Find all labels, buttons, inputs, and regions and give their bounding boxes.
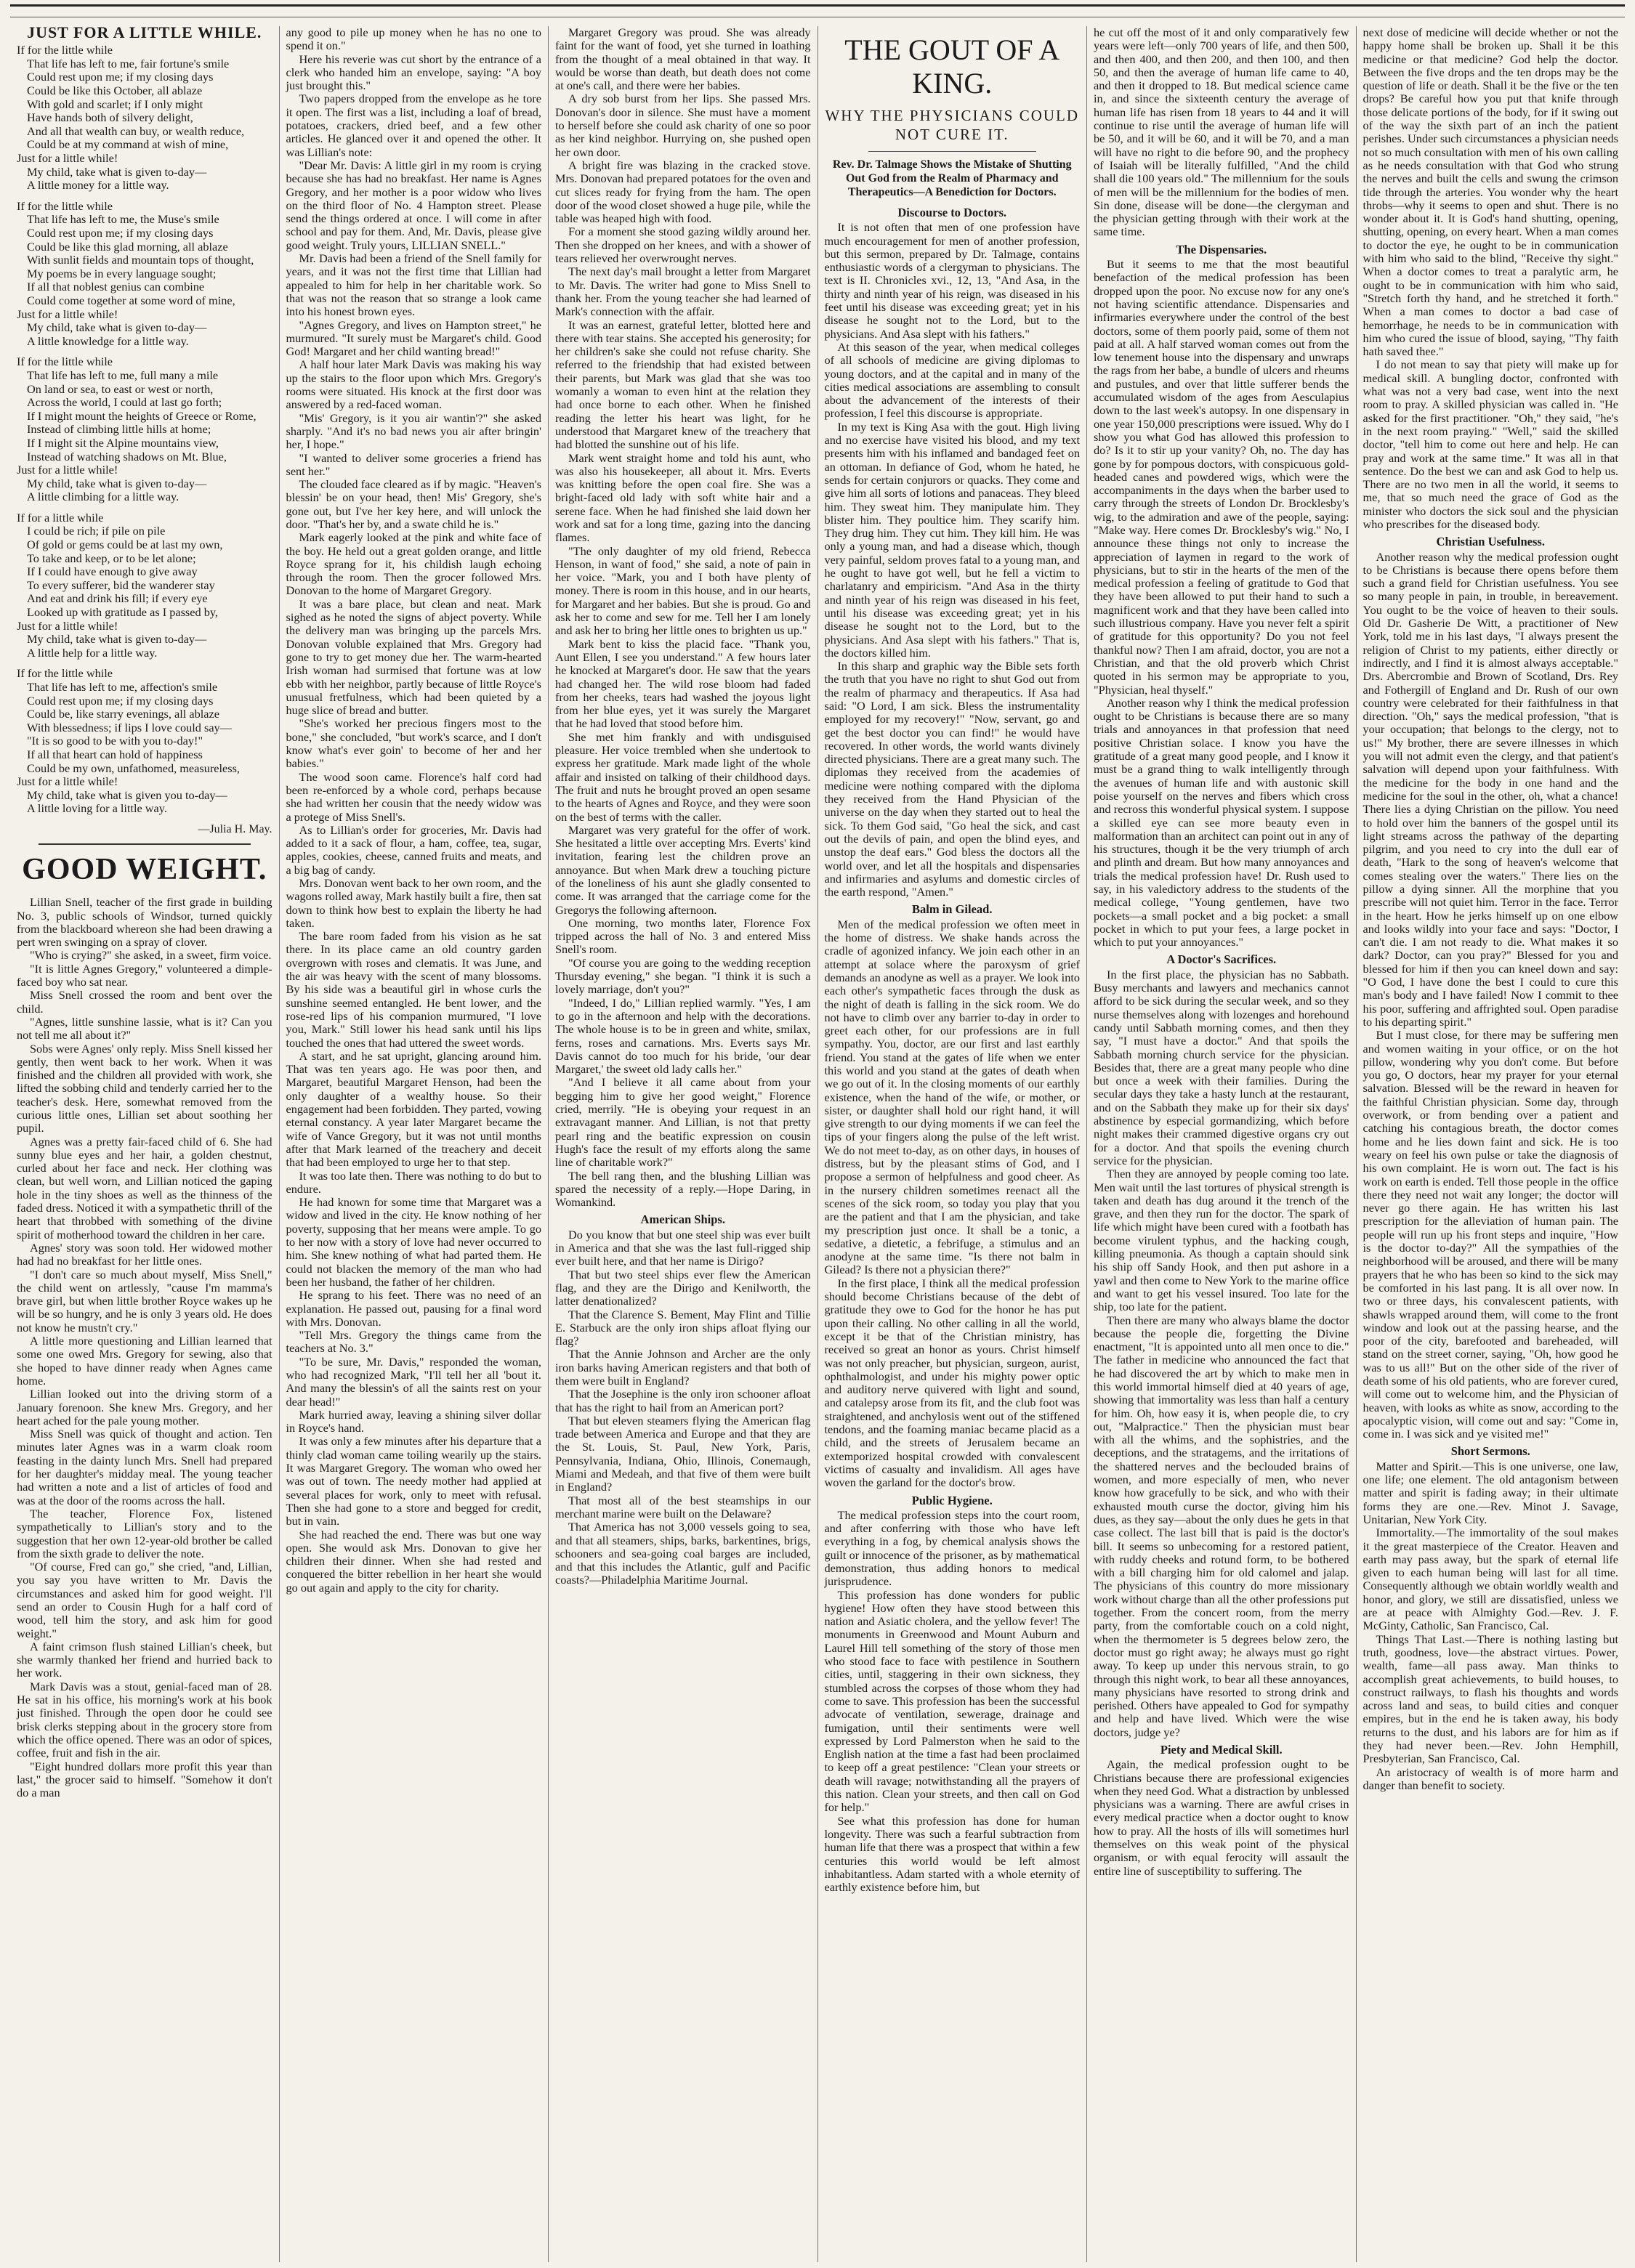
paragraph: Immortality.—The immortality of the soul makes it the great masterpiece of the Creator. Heaven and earth may pass away, but the spark of eternal life given to each human being will last for all time. Consequently although we obtain worldly wealth and honor, and glory, we still are dissatisfied, unless we are at peace with Almighty God.—Rev. J. F. McGinty, Catholic, San Francisco, Cal. bbox=[1362, 1526, 1618, 1633]
column-1 bbox=[10, 26, 280, 2262]
poem-line: If all that heart can hold of happiness bbox=[27, 747, 203, 761]
paragraph: Then there are many who always blame the doctor because the people die, forgetting the Divine enactment, "It is appointed unto all men once to die." The father in medicine who announced the fact that he had discovered the art by which to make men in this world immortal himself died at 40 years of age, showing that immortality was less than half a century for him. Oh, how easy it is, when people die, to cry out, "Malpractice." Then the physician must bear with all the whims, and the sophistries, and the deceptions, and the stratagems, and the irritations of the shattered nerves and the beclouded brains of women, and more especially of men, who never know how gracefully to be sick, and who with their exhausted mouth curse the doctor, giving him his dues, as they say—about the only dues he gets in that case collect. The last bill that is paid is the doctor's bill. It seems so unbecoming for a restored patient, with ruddy cheeks and rotund form, to be bothered with a bill charging him for old calomel and jalap. The physicians of this country do more missionary work without charge than all the other professions put together. From the concert room, from the merry party, from the comfortable couch on a cold night, when the thermometer is 5 degrees below zero, the doctor must go right away; he always must go right away. To keep up under this nervous strain, to go through this night work, to bear all these annoyances, many physicians have resorted to strong drink and perished. Others have appealed to God for sympathy and help and have lived. Which were the wise doctors, judge ye? bbox=[1094, 1313, 1349, 1739]
section-body bbox=[825, 221, 1081, 899]
paragraph: That but eleven steamers flying the American flag trade between America and Europe and that they are the St. Louis, St. Paul, New York, Paris, Pennsylvania, Indiana, Ohio, Illinois, Conemaugh, Miami and Medeah, and that five of them were built in England? bbox=[555, 1413, 811, 1494]
poem-line: Could be like this October, all ablaze bbox=[27, 84, 203, 98]
poem-stanza bbox=[17, 200, 272, 349]
poem-line: Could rest upon me; if my closing days bbox=[27, 70, 214, 84]
paragraph: The bell rang then, and the blushing Lillian was spared the necessity of a reply.—Hope Daring, in Womankind. bbox=[555, 1168, 811, 1210]
poem bbox=[17, 44, 272, 816]
paragraph: "I don't care so much about myself, Miss Snell," the child went on artlessly, "cause I'm mamma's brave girl, but when little brother Royce wakes up he will be so hungry, and he is only 3 years old. He does not know he mustn't cry." bbox=[17, 1267, 272, 1335]
poem-line: Just for a little while! bbox=[17, 307, 118, 321]
poem-line: Could be, like starry evenings, all ablaze bbox=[27, 707, 219, 721]
section-heading: Short Sermons. bbox=[1450, 1444, 1530, 1459]
section-heading: Balm in Gilead. bbox=[912, 902, 993, 917]
poem-line: That life has left to me, full many a mile bbox=[27, 368, 219, 382]
poem-line: If for the little while bbox=[17, 43, 113, 57]
paragraph: Mark bent to kiss the placid face. "Thank you, Aunt Ellen, I see you understand." A few hours later he knocked at Margaret's door. He saw that the years had changed her. The wild rose bloom had faded from her cheeks, tears had washed the joyous light from her blue eyes, yet it was surely the Margaret that he had loved that stood before him. bbox=[555, 636, 811, 731]
section-heading: The Dispensaries. bbox=[1176, 242, 1267, 256]
american-ships-body bbox=[555, 1228, 811, 1587]
paragraph: "And I believe it all came about from your begging him to give her good weight," Florence cried, merrily. "He is obeying your request in an extravagant manner. And Lillian, is not that pretty pearl ring and the beatific expression on cousin Hugh's face the result of my efforts along the same line of charitable work?" bbox=[555, 1075, 811, 1170]
section-body bbox=[1094, 26, 1349, 239]
paragraph: The teacher, Florence Fox, listened sympathetically to Lillian's story and to the suggestion that her own 12-year-old brother be called from the sixth grade to deliver the note. bbox=[17, 1506, 272, 1560]
paragraph: A little more questioning and Lillian learned that some one owed Mrs. Gregory for sewing, also that she hoped to have dinner ready when Agnes came home. bbox=[17, 1334, 272, 1388]
poem-line: Just for a little while! bbox=[17, 618, 118, 633]
paragraph: That but two steel ships ever flew the American flag, and they are the Dirigo and Kenilworth, the latter denationalized? bbox=[555, 1267, 811, 1308]
paragraph: "Tell Mrs. Gregory the things came from the teachers at No. 3." bbox=[286, 1328, 541, 1356]
poem-stanza bbox=[17, 355, 272, 504]
poem-line: Could come together at some word of mine, bbox=[27, 293, 235, 307]
poem-line: Could be at my command at wish of mine, bbox=[27, 137, 229, 152]
paragraph: next dose of medicine will decide whether or not the happy home shall be broken up. Shall it be this medicine or that medicine? God help the doctor. Between the five drops and the ten drops may be the question of life or death. Shall it be the five or the ten drops? Be careful how you put that knife through those delicate portions of the body, for if it swing out of the way the sixth part of an inch the patient perishes. Under such circumstances a physician needs not so much consultation with men of his own calling as he needs consultation with that God who strung the nerves and built the cells and swung the crimson tide through the arteries. You wonder why the heart throbs—why it seems to open and shut. There is no wonder about it. It is God's hand shutting, opening, shutting, opening, on every heart. When a man comes to doctor the eye, he ought to be in communication with him who said to the blind, "Receive thy sight." When a doctor comes to treat a paralytic arm, he ought to be in communication with him who said, "Stretch forth thy hand, and he stretched it forth." When a man comes to doctor a bad case of hemorrhage, he needs to be in communication with him who cured the issue of blood, saying, "Thy faith hath saved thee." bbox=[1362, 26, 1618, 359]
poem-line: A little help for a little way. bbox=[27, 645, 158, 660]
poem-line: Instead of climbing little hills at home; bbox=[27, 422, 211, 437]
paragraph: That America has not 3,000 vessels going to sea, and that all steamers, ships, barks, barkentines, brigs, schooners and sea-going coal barges are included, and that this includes the Atlantic, gulf and Pacific coasts?—Philadelphia Maritime Journal. bbox=[555, 1520, 811, 1587]
poem-line: Could be like this glad morning, all ablaze bbox=[27, 239, 228, 254]
poem-line: Looked up with gratitude as I passed by, bbox=[27, 605, 219, 620]
paragraph: "It is little Agnes Gregory," volunteered a dimple-faced boy who sat near. bbox=[17, 961, 272, 989]
poem-line: With gold and scarlet; if I only might bbox=[27, 97, 203, 111]
paragraph: "Agnes Gregory, and lives on Hampton street," he murmured. "It surely must be Margaret's child. Good God! Margaret and her child wanting bread!" bbox=[286, 317, 541, 359]
section-heading: Piety and Medical Skill. bbox=[1160, 1743, 1283, 1757]
paragraph: Do you know that but one steel ship was ever built in America and that she was the last full-rigged ship ever built here, and that her name is Dirigo? bbox=[555, 1227, 811, 1268]
paragraph: Agnes' story was soon told. Her widowed mother had had no breakfast for her little ones. bbox=[17, 1240, 272, 1268]
poem-line: To take and keep, or to be let alone; bbox=[27, 551, 196, 565]
paragraph: At this season of the year, when medical colleges of all schools of medicine are giving diplomas to young doctors, and at the capital and in many of the cities medical associations are assembling to consult about the advancement of the interests of their profession, I feel this discourse is appropriate. bbox=[824, 339, 1080, 421]
american-ships-title: American Ships. bbox=[640, 1212, 725, 1227]
poem-line: If I could have enough to give away bbox=[27, 564, 198, 579]
paragraph: A half hour later Mark Davis was making his way up the stairs to the floor upon which Mrs. Gregory's rooms were situated. His knock at the first door was answered by a red-faced woman. bbox=[286, 357, 541, 412]
paragraph: That the Josephine is the only iron schooner afloat that has the right to hail from an American port? bbox=[555, 1387, 811, 1414]
section-body bbox=[1094, 1758, 1349, 1878]
poem-line: If for the little while bbox=[17, 666, 113, 681]
poem-line: Have hands both of silvery delight, bbox=[27, 110, 193, 125]
paragraph: Lillian looked out into the driving storm of a January forenoon. She knew Mrs. Gregory, and her heart ached for the pale young mother. bbox=[17, 1387, 272, 1427]
paragraph: Mark Davis was a stout, genial-faced man of 28. He sat in his office, his morning's work at his book just finished. Through the open door he could see brisk clerks stepping about in the grocery store from which the office opened. There was an odor of spices, coffee, fruit and fish in the air. bbox=[17, 1679, 272, 1760]
paragraph: For a moment she stood gazing wildly around her. Then she dropped on her knees, and with a shower of tears relieved her overwrought nerves. bbox=[555, 224, 811, 266]
poem-line: If for a little while bbox=[17, 510, 104, 525]
paragraph: Margaret Gregory was proud. She was already faint for the want of food, yet she turned in loathing from the thought of a meal obtained in that way. It would be worse than death, but death does not come at one's call, and there were her babies. bbox=[555, 26, 811, 93]
paragraph: A bright fire was blazing in the cracked stove. Mrs. Donovan had prepared potatoes for the oven and cut slices ready for frying from the ham. The open door of the wood closet showed a huge pile, while the table was heaped high with food. bbox=[555, 158, 811, 226]
paragraph: Miss Snell crossed the room and bent over the child. bbox=[17, 988, 272, 1016]
poem-stanza bbox=[17, 44, 272, 193]
paragraph: he cut off the most of it and only comparatively few years were left—only 700 years of life, and then 500, and then 400, and then 200, and then 100, and then 50, and then the average of human life came to 40, and then it dropped to 18. But medical science came in, and since the sixteenth century the average of human life has risen from 18 years to 44 and it will continue to rise until the average of human life will be 50, and it will be 60, and it will be 70, and a man will have no right to die before 90, and the prophecy of Isaiah will be literally fulfilled, "And the child shall die 100 years old." The millennium for the souls of men will be the millennium for the bodies of men. Sin done, disease will be done—the clergyman and the physician getting through with their work at the same time. bbox=[1094, 26, 1349, 239]
paragraph: It was too late then. There was nothing to do but to endure. bbox=[286, 1168, 541, 1196]
story-ending bbox=[555, 26, 811, 1209]
poem-line: If for the little while bbox=[17, 355, 113, 369]
section-body bbox=[825, 918, 1081, 1490]
poem-line: A little loving for a little way. bbox=[27, 801, 167, 816]
poem-line: A little money for a little way. bbox=[27, 178, 169, 193]
poem-line: My child, take what is given to-day— bbox=[27, 476, 207, 490]
paragraph: A start, and he sat upright, glancing around him. That was ten years ago. He was poor then, and Margaret, beautiful Margaret Henson, had been the only daughter of a wealthy house. So their engagement had been forbidden. They parted, vowing eternal constancy. A year later Margaret became the wife of Vance Gregory, but it was not until months after that Mark learned of the treachery and deceit that had been employed to urge her to that step. bbox=[286, 1048, 541, 1170]
paragraph: The bare room faded from his vision as he sat there. In its place came an old country garden overgrown with roses and clematis. It was June, and the air was heavy with the scent of many blossoms. By his side was a beautiful girl in whose curls the sunshine seemed entangled. He bent lower, and the rose-red lips of his companion murmured, "I love you, Mark." Still lower his head sank until his lips touched the ones that had uttered the sweet words. bbox=[286, 929, 541, 1050]
poem-stanza bbox=[17, 667, 272, 816]
story-body bbox=[17, 896, 272, 1799]
section-body bbox=[1363, 551, 1619, 1441]
paragraph: "Of course you are going to the wedding reception Thursday evening," she began. "I think it is such a lovely marriage, don't you?" bbox=[555, 955, 811, 997]
poem-line: And eat and drink his fill; if every eye bbox=[27, 591, 208, 606]
poem-line: A little knowledge for a little way. bbox=[27, 333, 189, 348]
paragraph: "To be sure, Mr. Davis," responded the woman, who had recognized Mark, "I'll tell her all 'bout it. And many the blessin's of all the saints rest on your dear head!" bbox=[286, 1354, 541, 1409]
paragraph: She met him frankly and with undisguised pleasure. Her voice trembled when she undertook to express her gratitude. Mark made light of the whole affair and insisted on talking of their childhood days. The fruit and nuts he brought proved an open sesame to the hearts of Agnes and Royce, and they were soon on the best of terms with the caller. bbox=[555, 729, 811, 824]
paragraph: "Indeed, I do," Lillian replied warmly. "Yes, I am to go in the afternoon and help with the decorations. The whole house is to be in green and white, smilax, ferns, roses and carnations. Mrs. Everts says Mr. Davis cannot do too much for his bride, 'our dear Margaret,' the sweet old lady calls her." bbox=[555, 995, 811, 1077]
paragraph: That most all of the best steamships in our merchant marine were built on the Delaware? bbox=[555, 1493, 811, 1520]
section-heading: Christian Usefulness. bbox=[1436, 535, 1545, 549]
paragraph: Again, the medical profession ought to be Christians because there are professional exigencies when they need God. What a distraction by unblessed physicians was a warning. There are awful crises in every medical practice when a doctor ought to know how to pray. All the hosts of ills will sometimes hurl themselves on this weak point of the physical organism, or with equal ferocity will assault the entire line of susceptibility to suffering. The bbox=[1094, 1757, 1349, 1878]
paragraph: Two papers dropped from the envelope as he tore it open. The first was a list, including a loaf of bread, potatoes, crackers, dried beef, and a few other articles. He glanced over it and opened the other. It was Lillian's note: bbox=[286, 92, 541, 159]
paragraph: The medical profession steps into the court room, and after conferring with those who have left everything in a fog, by chemical analysis shows the guilt or innocence of the prisoner, as by mathematical demonstration, thus adding honors to medical jurisprudence. bbox=[824, 1507, 1080, 1589]
paragraph: A dry sob burst from her lips. She passed Mrs. Donovan's door in silence. She must have a moment to herself before she could ask charity of one so poor as her kind neighbor. Hurrying on, she pushed open her own door. bbox=[555, 92, 811, 159]
paragraph: She had reached the end. There was but one way open. She would ask Mrs. Donovan to give her children their dinner. When she had rested and conquered the bitter rebellion in her heart she would go out again and apply to the city for charity. bbox=[286, 1527, 541, 1595]
paragraph: Then they are annoyed by people coming too late. Men wait until the last tortures of physical strength is taken and death has dug around it the trench of the grave, and then they run for the doctor. The spark of life which might have been cured with a footbath has become virulent typhus, and the hacking cough, killing pneumonia. As though a captain should sink his ship off Sandy Hook, and then put ashore in a yawl and then come to New York to the marine office and want to get his vessel insured. Too late for the ship, too late for the patient. bbox=[1094, 1167, 1349, 1314]
paragraph: Mark hurried away, leaving a shining silver dollar in Royce's hand. bbox=[286, 1407, 541, 1435]
paragraph: Miss Snell was quick of thought and action. Ten minutes later Agnes was in a warm cloak room feasting in the dainty lunch Mrs. Snell had prepared for her daughter's midday meal. The young teacher had written a note and a list of articles of food and was at the door of the rooms across the hall. bbox=[17, 1427, 272, 1507]
poem-line: And all that wealth can buy, or wealth reduce, bbox=[27, 123, 245, 138]
section-body bbox=[1363, 1460, 1619, 1792]
poem-line: That life has left to me, fair fortune's smile bbox=[27, 56, 230, 70]
paragraph: But I must close, for there may be suffering men and women waiting in your office, or on the hot pillow, wondering why you don't come. But before you go, O doctors, hear my prayer for your eternal salvation. Blessed will be the reward in heaven for the faithful Christian physician. Some day, through overwork, or from bending over a patient and catching his contagious breath, the doctor comes home and he lies down faint and sick. He is too weary on feel his own pulse or take the diagnosis of his own complaint. He is worn out. The fact is his work on earth is ended. Tell those people in the office there they need not wait any longer; the doctor will never go there again. He has written his last prescription for the alleviation of human pain. The people will run up his front steps and inquire, "How is the doctor to-day?" All the sympathies of the neighborhood will be aroused, and there will be many prayers that he who has been so kind to the sick may be comforted in his last pang. It is all over now. In two or three days, his convalescent patients, with shawls wrapped around them, will come to the front window and look out at the passing hearse, and the poor of the city, barefooted and bareheaded, will stand on the street corner, saying, "Oh, how good he was to us all!" But on the other side of the river of death some of his old patients, who are forever cured, will come out to welcome him, and the Physician of heaven, with looks as white as snow, according to the apocalyptic vision, will come out and say: "Come in, come in. I was sick and ye visited me!" bbox=[1362, 1028, 1618, 1441]
poem-line: If all that noblest genius can combine bbox=[27, 280, 205, 294]
paragraph: Things That Last.—There is nothing lasting but truth, goodness, love—the abstract virtues. Power, wealth, fame—all pass away. Man thinks to accomplish great achievements, to build houses, to construct railways, to flash his thoughts and words across land and seas, to build cities and conquer empires, but in the end he is taken away, his body returns to the dust, and his labors are for him as if they had never been.—Rev. John Hemphill, Presbyterian, San Francisco, Cal. bbox=[1362, 1632, 1618, 1766]
paragraph: As to Lillian's order for groceries, Mr. Davis had added to it a sack of flour, a ham, coffee, tea, sugar, apples, cookies, cheese, canned fruits and meats, and a big bag of candy. bbox=[286, 822, 541, 877]
poem-line: Instead of watching shadows on Mt. Blue, bbox=[27, 449, 227, 463]
paragraph: any good to pile up money when he has no one to spend it on." bbox=[286, 26, 541, 53]
paragraph: "I wanted to deliver some groceries a friend has sent her." bbox=[286, 450, 541, 478]
poem-author: —Julia H. May. bbox=[198, 822, 272, 835]
paragraph: That the Annie Johnson and Archer are the only iron barks having American registers and that both of them were built in England? bbox=[555, 1347, 811, 1388]
paragraph: In the first place, the physician has no Sabbath. Busy merchants and lawyers and mechanics cannot afford to be sick during the secular week, and so they nurse themselves along with lozenges and horehound candy until Sabbath morning comes, and then they say, "I must have a doctor." And that spoils the Sabbath morning church service for the physician. Besides that, there are a great many people who dine but once a week with their families. During the secular days they take a hasty lunch at the restaurant, and on the Sabbath they make up for their six days' abstinence by especial gormandizing, which before night makes their crammed digestive organs cry out for a doctor. And that spoils the evening church service for the physician. bbox=[1094, 967, 1349, 1167]
paragraph: Mark eagerly looked at the pink and white face of the boy. He held out a great golden orange, and little Royce sprang for it, his childish laugh echoing through the room. Then the grocer followed Mrs. Donovan to the home of Margaret Gregory. bbox=[286, 530, 541, 598]
paragraph: That the Clarence S. Bement, May Flint and Tillie E. Starbuck are the only iron ships afloat flying our flag? bbox=[555, 1307, 811, 1348]
poem-line: My child, take what is given to-day— bbox=[27, 632, 207, 647]
paragraph: It was an earnest, grateful letter, blotted here and there with tear stains. She accepted his generosity; for her children's sake she could not refuse charity. She referred to the friendship that had existed between their parents, but Mark was glad that she was too womanly a woman to even hint at the relation they had once borne to each other. When he finished reading the letter his heart was light, for he understood that Margaret knew of the treachery that had blotted the sunshine out of his life. bbox=[555, 317, 811, 452]
section-body bbox=[825, 1509, 1081, 1895]
paragraph: Margaret was very grateful for the offer of work. She hesitated a little over accepting Mrs. Everts' kind invitation, fearing lest the children prove an annoyance. But when Mark drew a touching picture of the loneliness of his aunt she gladly consented to come. It was arranged that the carriage come for the Gregorys the following afternoon. bbox=[555, 822, 811, 917]
paragraph: The clouded face cleared as if by magic. "Heaven's blessin' be on your head, then! Mis' Gregory, she's gone out, but I've her key here, and will unlock the door. "That's her by, and a swate child he is." bbox=[286, 477, 541, 531]
column-6 bbox=[1357, 26, 1626, 2262]
sermon-subtitle: WHY THE PHYSICIANS COULD NOT CURE IT. bbox=[825, 107, 1080, 143]
paragraph: "She's worked her precious fingers most to the bone," she concluded, "but work's scarce, and I don't know what's ever goin' to become of her and her babies." bbox=[286, 716, 541, 771]
paragraph: Lillian Snell, teacher of the first grade in building No. 3, public schools of Windsor, turned quickly from the blackboard whereon she had been drawing a pert wren swinging on a spray of clover. bbox=[17, 895, 272, 949]
top-rule bbox=[10, 4, 1625, 17]
divider bbox=[868, 151, 1037, 152]
columns-container bbox=[10, 26, 1625, 2262]
paragraph: Mrs. Donovan went back to her own room, and the wagons rolled away, Mark hastily built a fire, then sat down to think how best to explain the liberty he had taken. bbox=[286, 876, 541, 930]
poem-line: Just for a little while! bbox=[17, 774, 118, 789]
column-4 bbox=[818, 26, 1088, 2262]
section-body bbox=[1094, 968, 1349, 1739]
paragraph: But it seems to me that the most beautiful benefaction of the medical profession has been dropped upon the poor. No excuse now for any one's not having scientific attendance. Dispensaries and infirmaries everywhere under the control of the best doctors, some of them poorly paid, some of them not paid at all. A half starved woman comes out from the low tenement house into the dispensary and unwraps the rags from her babe, a bundle of ulcers and rheums and pustules, and over that little sufferer bends the accumulated wisdom of the ages from Aesculapius down to the last week's autopsy. In one dispensary in one year 150,000 prescriptions were issued. Why do I show you what God has allowed this profession to do? Is it to stir up your vanity? Oh, no. The day has gone by for pompous doctors, with conspicuous gold-headed canes and powdered wigs, which were the accompaniments in the days when the barber used to carry through the streets of London Dr. Brocklesby's wig, to the admiration and awe of the people, saying: "Make way. Here comes Dr. Brocklesby's wig." No, I announce these things not only to increase the appreciation of laymen in regard to the work of physicians, but to stir in the hearts of the men of the medical profession a feeling of gratitude to God that they have been allowed to put their hand to such a magnificent work and that they have been called into such illustrious company. Have you never felt a spirit of gratitude for this opportunity? Do you not feel thankful now? Then I am afraid, doctor, you are not a Christian, and that the old proverb which Christ quoted in his sermon may be appropriate to you, "Physician, heal thyself." bbox=[1094, 257, 1349, 697]
poem-line: Could rest upon me; if my closing days bbox=[27, 693, 214, 708]
poem-line: My child, take what is given to-day— bbox=[27, 164, 207, 179]
section-heading: Discourse to Doctors. bbox=[897, 206, 1007, 219]
paragraph: An aristocracy of wealth is of more harm and danger than benefit to society. bbox=[1362, 1765, 1618, 1792]
paragraph: See what this profession has done for human longevity. There was such a fearful subtraction from human life that there was a prospect that within a few centuries this world would be left almost inhabitantless. Adam started with a whole eternity of earthly existence before him, but bbox=[824, 1813, 1080, 1895]
column-2 bbox=[280, 26, 549, 2262]
paragraph: The next day's mail brought a letter from Margaret to Mr. Davis. The writer had gone to Miss Snell to thank her. From the young teacher she had learned of Mark's connection with the affair. bbox=[555, 264, 811, 319]
poem-stanza bbox=[17, 511, 272, 660]
paragraph: The wood soon came. Florence's half cord had been re-enforced by a whole cord, perhaps because she had written her cousin that the needy widow was a protege of Miss Snell's. bbox=[286, 769, 541, 824]
paragraph: Matter and Spirit.—This is one universe, one law, one life; one element. The old antagonism between matter and spirit is fading away; in their ultimate forms they are one.—Rev. Minot J. Savage, Unitarian, New York City. bbox=[1362, 1459, 1618, 1526]
poem-line: If I might sit the Alpine mountains view, bbox=[27, 435, 219, 450]
section-heading: A Doctor's Sacrifices. bbox=[1166, 952, 1277, 967]
poem-line: Just for a little while! bbox=[17, 151, 118, 166]
poem-line: That life has left to me, affection's smile bbox=[27, 680, 218, 694]
paragraph: This profession has done wonders for public hygiene! How often they have stood between this nation and Asiatic cholera, and the yellow fever! The monuments in Greenwood and Mount Auburn and Laurel Hill tell something of the story of those men who stood face to face with pestilence in Southern cities, until, staggering in their own sickness, they stumbled across the corpses of those whom they had come to save. This profession has been the successful advocate of ventilation, sewerage, drainage and fumigation, until their sentiments were well expressed by Lord Palmerston when he said to the English nation at the time a fast had been proclaimed to keep off a great pestilence: "Clean your streets or death will ravage; notwithstanding all the prayers of this nation. Clean your streets, and then call on God for help." bbox=[824, 1587, 1080, 1815]
story-continued bbox=[286, 26, 542, 1595]
poem-line: Of gold or gems could be at last my own, bbox=[27, 538, 223, 552]
poem-line: My child, take what is given to-day— bbox=[27, 320, 207, 335]
paragraph: It is not often that men of one profession have much encouragement for men of another profession, but this sermon, prepared by Dr. Talmage, contains enthusiastic words of a clergyman to physicians. The text is II. Chronicles xvi., 12, 13, "And Asa, in the thirty and ninth year of his reign, was diseased in his feet until his disease was exceeding great; yet in his disease he sought not to the Lord, but to the physicians. And Asa slept with his fathers." bbox=[824, 220, 1080, 341]
paragraph: "Of course, Fred can go," she cried, "and, Lillian, you say you have written to Mr. Davis the circumstances and asked him for good weight. I'll send an order to Cousin Hugh for a half cord of wood, tell him the story, and ask him for good weight." bbox=[17, 1560, 272, 1640]
poem-line: With sunlit fields and mountain tops of thought, bbox=[27, 253, 254, 267]
poem-line: I could be rich; if pile on pile bbox=[27, 524, 166, 538]
section-heading: Public Hygiene. bbox=[911, 1493, 993, 1507]
paragraph: In my text is King Asa with the gout. High living and no exercise have visited his blood, and my text presents him with his inflamed and bandaged feet on an ottoman. In defiance of God, whom he hated, he sends for certain conjurors or quacks. They come and give him all sorts of lotions and panaceas. They bleed him. They sweat him. They manipulate him. They blister him. They poultice him. They scarify him. They drug him. They cut him. They kill him. He was only a young man, and had a disease which, though very painful, seldom proves fatal to a young man, and he ought to have got well, but he fell a victim to charlatanry and empiricism. "And Asa in the thirty and ninth year of his reign was diseased in his feet, until his disease was exceeding great; yet in his disease he sought not to the Lord, but to the physicians. And Asa slept with his fathers." That is, the doctors killed him. bbox=[824, 419, 1080, 660]
column-3 bbox=[549, 26, 818, 2262]
paragraph: He had known for some time that Margaret was a widow and lived in the city. He know nothing of her poverty, supposing that her means were ample. To go to her now with a story of love had never occurred to him. She knew nothing of what had parted them. He could not blacken the memory of the man who had been her husband, the father of her children. bbox=[286, 1195, 541, 1289]
paragraph: Sobs were Agnes' only reply. Miss Snell kissed her gently, then went back to her work. When it was finished and the children all provided with work, she lifted the sobbing child and tenderly carried her to the teacher's desk. Here, somewhat removed from the curious little ones, Lillian set about soothing her pupil. bbox=[17, 1041, 272, 1135]
paragraph: "Dear Mr. Davis: A little girl in my room is crying because she has had no breakfast. Her name is Agnes Gregory, and her mother is a poor widow who lives on the third floor of No. 4 Hampton street. Please send the things ordered at once. I will come in after school and pay for them. And, Mr. Davis, please give good weight. Truly yours, LILLIAN SNELL." bbox=[286, 158, 541, 252]
poem-line: On land or sea, to east or west or north, bbox=[27, 381, 214, 396]
poem-line: To every sufferer, bid the wanderer stay bbox=[27, 578, 215, 592]
poem-line: If for the little while bbox=[17, 198, 113, 213]
paragraph: "Mis' Gregory, is it you air wantin'?" she asked sharply. "And it's no bad news you air after bringin' her, I hope." bbox=[286, 410, 541, 452]
paragraph: "Eight hundred dollars more profit this year than last," the grocer said to himself. "Somehow it don't do a man bbox=[17, 1759, 272, 1800]
paragraph: In this sharp and graphic way the Bible sets forth the truth that you have no right to shut God out from the realm of pharmacy and therapeutics. If Asa had said: "O Lord, I am sick. Bless the instrumentality employed for my recovery!" "Now, servant, go and get the best doctor you can find!" he would have recovered. In other words, the world wants divinely directed physicians. There are a great many such. The diplomas they received from the academies of medicine were nothing compared with the diploma they received from the Hand Physician of the universe on the day when they started out to heal the sick. To them God said, "Go heal the sick, and cast out the devils of pain, and open the blind eyes, and unstop the deaf ears." God bless the doctors all the world over, and let all the hospitals and dispensaries and infirmaries and asylums and domestic circles of the earth respond, "Amen." bbox=[824, 659, 1080, 899]
poem-line: With blessedness; if lips I love could say— bbox=[27, 720, 232, 734]
paragraph: Mark went straight home and told his aunt, who was also his housekeeper, all about it. Mrs. Everts was knitting before the open coal fire. She was a bright-faced old lady with soft white hair and a serene face. When he had finished she laid down her work and sat for a long time, gazing into the dancing flames. bbox=[555, 450, 811, 545]
poem-line: If I might mount the heights of Greece or Rome, bbox=[27, 408, 257, 423]
column-5 bbox=[1087, 26, 1357, 2262]
sermon-title: THE GOUT OF A KING. bbox=[844, 33, 1060, 100]
paragraph: In the first place, I think all the medical profession should become Christians because of the debt of gratitude they owe to God for the honor he has put upon their calling. No other calling in all the world, except it be that of the Christian ministry, has received so great an honor as yours. Christ himself was not only preacher, but physician, surgeon, aurist, ophthalmologist, and under his mighty power optic and auditory nerve quivered with light and sound, and catalepsy arose from its fit, and the club foot was straightened, and anchylosis went out of the stiffened tendons, and the foaming maniac became placid as a child, and the streets of Jerusalem became an extemporized hospital crowded with convalescent victims of casualty and invalidism. All ages have woven the garland for the doctor's brow. bbox=[824, 1276, 1080, 1490]
poem-line: Could rest upon me; if my closing days bbox=[27, 226, 214, 240]
story-title: GOOD WEIGHT. bbox=[22, 853, 267, 887]
paragraph: Here his reverie was cut short by the entrance of a clerk who handed him an envelope, saying: "A boy just brought this." bbox=[286, 52, 541, 93]
divider bbox=[39, 843, 251, 845]
section-body bbox=[1094, 258, 1349, 949]
poem-line: That life has left to me, the Muse's smile bbox=[27, 212, 219, 227]
paragraph: Agnes was a pretty fair-faced child of 6. She had sunny blue eyes and her hair, a golden chestnut, curled about her face and neck. Her clothing was clean, but well worn, and Lillian noticed the gaping hole in the tiny shoes as well as the thinness of the faded dress. Noticed it with a sympathetic thrill of the heart that throbbed with something of the divine spirit of motherhood toward the children in her care. bbox=[17, 1134, 272, 1242]
paragraph: A faint crimson flush stained Lillian's cheek, but she warmly thanked her friend and hurried back to her work. bbox=[17, 1639, 272, 1680]
poem-line: My poems be in every language sought; bbox=[27, 266, 217, 280]
paragraph: Men of the medical profession we often meet in the home of distress. We shake hands across the cradle of agonized infancy. We join each other in an attempt at solace where the paroxysm of grief demands an anodyne as well as a prayer. We look into each other's sympathetic faces through the dusk as the night of death is falling in the sick room. We do not have to climb over any barrier to-day in order to greet each other, for our professions are in full sympathy. You, doctor, are our first and last earthly friend. You stand at the gates of life when we enter this world and you stand at the gates of death when we go out of it. In the closing moments of our earthly existence, when the hand of the wife, or mother, or sister, or daughter shall hold our right hand, it will give strength to our dying moments if we can feel the tips of your fingers along the pulse of the left wrist. We do not meet to-day, as on other days, in houses of distress, but by the pleasant stims of God, and I propose a sermon of helpfulness and good cheer. As in the nursery children sometimes reenact all the scenes of the sick room, so today you play that you are the patient and that I am the physician, and take my prescription just once. It shall be a tonic, a sedative, a dietetic, a febrifuge, a stimulus and an anodyne at the same time. "Is there not balm in Gilead? Is there not a physician there?" bbox=[824, 917, 1081, 1277]
paragraph: It was a bare place, but clean and neat. Mark sighed as he noted the signs of abject poverty. While the delivery man was bringing up the parcels Mrs. Donovan voluble explained that Mrs. Gregory had gone to try to get money due her. The warm-hearted Irish woman had surmised that fortune was at low ebb with her neighbor, partly because of little Royce's unusual fretfulness, which had been quieted by a huge slice of bread and butter. bbox=[286, 596, 541, 718]
poem-line: Across the world, I could at last go forth; bbox=[27, 395, 222, 410]
poem-line: Could be my own, unfathomed, measureless, bbox=[27, 761, 241, 775]
paragraph: Another reason why I think the medical profession ought to be Christians is because there are so many trials and annoyances in that profession that need positive Christian solace. I know you have the gratitude of a great many good people, and I know it must be a grand thing to walk intelligently through the avenues of human life and with austonic skill poise yourself on the nerves and fibers which cross and recross this wonderful physical system. I suppose a skilled eye can see more beauty even in malformation than an architect can point out in any of his structures, though it be the very triumph of arch and plinth and dream. But how many annoyances and trials the medical profession have! Dr. Rush used to say, in his valedictory address to the students of the medical college, "Young gentlemen, have two pockets—a small pocket and a big pocket: a small pocket in which to put your fees, a large pocket in which to put your annoyances." bbox=[1094, 695, 1349, 949]
paragraph: "Who is crying?" she asked, in a sweet, firm voice. bbox=[30, 948, 272, 963]
paragraph: "Agnes, little sunshine lassie, what is it? Can you not tell me all about it?" bbox=[17, 1014, 272, 1042]
poem-line: A little climbing for a little way. bbox=[27, 490, 179, 504]
paragraph: Another reason why the medical profession ought to be Christians is because there opens before them such a grand field for Christian usefulness. You see so many people in pain, in trouble, in bereavement. You ought to be the voice of heaven to their souls. Old Dr. Gasherie De Witt, a practitioner of New York, told me in his last days, "I always present the religion of Christ to my patients, either directly or indirectly, and I find it is almost always acceptable." Drs. Abercrombie and Brown of Scotland, Drs. Rey and Fothergill of England and Dr. Rush of our own country were celebrated for their faithfulness in that direction. "Oh," says the medical profession, "that is your occupation; that belongs to the clergy, not to us!" My brother, there are severe illnesses in which you will not admit even the clergy, and that patient's salvation will depend upon your faithfulness. With the medicine for the body in one hand and the medicine for the soul in the other, oh, what a chance! There lies a dying Christian on the pillow. You need to hold over him the banners of the gospel until its light streams across the pathway of the departing pilgrim, and you need to cry into the dull ear of death, "Hark to the song of heaven's welcome that comes stealing over the waters." There lies on the pillow a dying sinner. All the morphine that you prescribe will not quiet him. Terror in the face. Terror in the heart. How he jerks himself up on one elbow and looks wildly into your face and says: "Doctor, I can't die. I am not ready to die. What makes it so dark? Doctor, can you pray?" Blessed for you and blessed for him if then you can kneel down and say: "O God, I have done the best I could to cure this man's body and I have failed! Now I commit to thee his poor, suffering and affrighted soul. Open paradise to his departing spirit." bbox=[1362, 549, 1618, 1029]
poem-line: My child, take what is given you to-day— bbox=[27, 787, 227, 802]
paragraph: "The only daughter of my old friend, Rebecca Henson, in want of food," she said, a note of pain in her voice. "Mark, you and I both have plenty of money. There is room in this house, and in our hearts, for Margaret and her babies. But she is proud. Go and ask her to come and sew for me. Tell her I am lonely and ask her to bring her little ones to brighten us up." bbox=[555, 543, 811, 638]
paragraph: It was only a few minutes after his departure that a thinly clad woman came toiling wearily up the stairs. It was Margaret Gregory. The woman who owed her was out of town. The needy mother had applied at several places for work, only to meet with refusal. Then she had gone to a store and begged for credit, but in vain. bbox=[286, 1434, 541, 1528]
paragraph: Mr. Davis had been a friend of the Snell family for years, and it was not the first time that Lillian had appealed to him for help in her charitable work. So that was not the reason that so strange a look came into his honest brown eyes. bbox=[286, 251, 541, 319]
poem-title: JUST FOR A LITTLE WHILE. bbox=[27, 26, 262, 41]
section-body bbox=[1363, 26, 1619, 531]
paragraph: One morning, two months later, Florence Fox tripped across the hall of No. 3 and entered Miss Snell's room. bbox=[555, 915, 811, 957]
sermon-deck: Rev. Dr. Talmage Shows the Mistake of Shutting Out God from the Realm of Pharmacy and Therapeutics—A Benediction for Doctors. bbox=[832, 158, 1072, 198]
paragraph: He sprang to his feet. There was no need of an explanation. He passed out, pausing for a final word with Mrs. Donovan. bbox=[286, 1288, 541, 1329]
poem-line: "It is so good to be with you to-day!" bbox=[27, 734, 203, 748]
poem-line: Just for a little while! bbox=[17, 463, 118, 477]
paragraph: I do not mean to say that piety will make up for medical skill. A bungling doctor, confronted with what was not a very bad case, went into the next room to pray. A skilled physician was called in. "He asked for the first practitioner. "Oh," they said, "he's in the next room praying." "Well," said the skilled doctor, "tell him to come out here and help. He can pray and work at the same time." It was all in that sentence. Do the best we can and ask God to help us. There are no two men in all the world, it seems to me, that so much need the grace of God as the minister who doctors the sick soul and the physician who prescribes for the diseased body. bbox=[1362, 357, 1618, 531]
